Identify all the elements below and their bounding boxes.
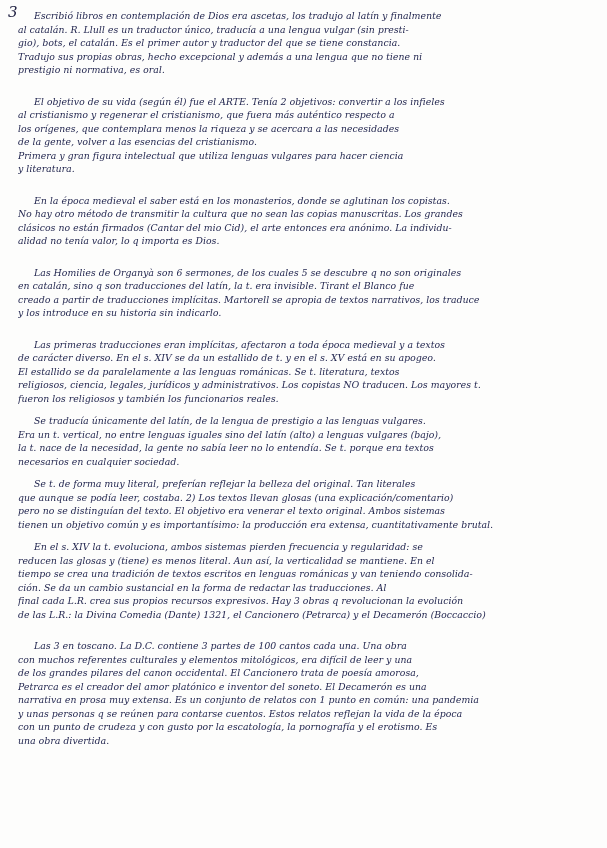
- text-line: y unas personas q se reúnen para contarse cuentos. Estos relatos reflejan la vida de la época: [18, 708, 463, 720]
- paragraph: [18, 267, 598, 321]
- notes-body: [18, 10, 598, 766]
- text-line: ción. Se da un cambio sustancial en la forma de redactar las traducciones. Al: [18, 582, 387, 594]
- text-line: Petrarca es el creador del amor platónico e inventor del soneto. El Decamerón es una: [18, 681, 427, 693]
- text-line: El objetivo de su vida (según él) fue el ARTE. Tenía 2 objetivos: convertir a los infieles: [34, 96, 445, 108]
- text-line: En la época medieval el saber está en los monasterios, donde se aglutinan los copistas.: [34, 195, 450, 207]
- text-line: creado a partir de traducciones implícitas. Martorell se apropia de textos narrativos, los traduce: [18, 294, 480, 306]
- text-line: Escribió libros en contemplación de Dios era ascetas, los tradujo al latín y finalmente: [34, 11, 442, 22]
- text-line: Las 3 en toscano. La D.C. contiene 3 partes de 100 cantos cada una. Una obra: [34, 641, 407, 652]
- text-line: fueron los religiosos y también los funcionarios reales.: [18, 393, 279, 405]
- text-line: con muchos referentes culturales y elementos mitológicos, era difícil de leer y una: [18, 654, 413, 666]
- text-line: alidad no tenía valor, lo q importa es Dios.: [18, 236, 220, 247]
- text-line: clásicos no están firmados (Cantar del mio Cid), el arte entonces era anónimo. La individu-: [18, 222, 452, 234]
- text-line: Las Homilies de Organyà son 6 sermones, de los cuales 5 se descubre q no son originales: [34, 267, 462, 279]
- text-line: Primera y gran figura intelectual que utiliza lenguas vulgares para hacer ciencia: [18, 150, 404, 162]
- text-line: Se traducía únicamente del latín, de la lengua de prestigio a las lenguas vulgares.: [34, 416, 426, 427]
- text-line: que aunque se podía leer, costaba. 2) Los textos llevan glosas (una explicación/comentario): [18, 492, 454, 504]
- text-line: pero no se distinguían del texto. El objetivo era venerar el texto original. Ambos sistemas: [18, 506, 445, 517]
- text-line: al cristianismo y regenerar el cristianismo, que fuera más auténtico respecto a: [18, 110, 395, 121]
- paragraph: [18, 10, 598, 78]
- text-line: de la gente, volver a las esencias del cristianismo.: [18, 137, 257, 148]
- text-line: Las primeras traducciones eran implícitas, afectaron a toda época medieval y a textos: [34, 339, 445, 351]
- text-line: narrativa en prosa muy extensa. Es un conjunto de relatos con 1 punto en común: una pandemia: [18, 695, 479, 706]
- text-line: reducen las glosas y (tiene) es menos literal. Aun así, la verticalidad se mantiene. En el: [18, 555, 435, 567]
- text-line: de las L.R.: la Divina Comedia (Dante) 1321, el Cancionero (Petrarca) y el Decamerón (Boccaccio): [18, 609, 486, 621]
- text-line: Se t. de forma muy literal, preferían reflejar la belleza del original. Tan literales: [34, 479, 416, 490]
- text-line: en catalán, sino q son traducciones del latín, la t. era invisible. Tirant el Blanco fue: [18, 281, 415, 292]
- text-line: tienen un objetivo común y es importantísimo: la producción era extensa, cuantitativamente brutal.: [18, 519, 494, 531]
- paragraph: [18, 541, 598, 622]
- paragraph: [18, 96, 598, 177]
- text-line: gio), bots, el catalán. Es el primer autor y traductor del que se tiene constancia.: [18, 38, 401, 49]
- text-line: los orígenes, que contemplara menos la riqueza y se acercara a las necesidades: [18, 123, 400, 135]
- text-line: No hay otro método de transmitir la cultura que no sean las copias manuscritas. Los grandes: [18, 209, 463, 220]
- paragraph: [18, 415, 598, 469]
- text-line: final cada L.R. crea sus propios recursos expresivos. Hay 3 obras q revolucionan la evolución: [18, 596, 464, 607]
- text-line: de los grandes pilares del canon occidental. El Cancionero trata de poesía amorosa,: [18, 668, 419, 679]
- page-number: 3: [8, 3, 18, 21]
- text-line: prestigio ni normativa, es oral.: [18, 65, 165, 76]
- text-line: El estallido se da paralelamente a las lenguas románicas. Se t. literatura, textos: [18, 366, 400, 378]
- text-line: Era un t. vertical, no entre lenguas iguales sino del latín (alto) a lenguas vulgares (bajo),: [18, 429, 442, 441]
- paragraph: [18, 339, 598, 407]
- text-line: tiempo se crea una tradición de textos escritos en lenguas románicas y van teniendo consolida-: [18, 569, 473, 580]
- paragraph: [18, 195, 598, 249]
- text-line: con un punto de crudeza y con gusto por la escatología, la pornografía y el erotismo. Es: [18, 722, 438, 733]
- text-line: la t. nace de la necesidad, la gente no sabía leer no lo entendía. Se t. porque era textos: [18, 443, 434, 454]
- text-line: y los introduce en su historia sin indicarlo.: [18, 308, 222, 319]
- text-line: una obra divertida.: [18, 735, 110, 747]
- text-line: necesarios en cualquier sociedad.: [18, 456, 180, 468]
- text-line: religiosos, ciencia, legales, jurídicos y administrativos. Los copistas NO traducen. Los mayores t.: [18, 380, 481, 391]
- paragraph: [18, 640, 598, 748]
- text-line: al catalán. R. Llull es un traductor único, traducía a una lengua vulgar (sin presti-: [18, 24, 409, 36]
- text-line: y literatura.: [18, 164, 75, 175]
- text-line: de carácter diverso. En el s. XIV se da un estallido de t. y en el s. XV está en su apogeo.: [18, 353, 436, 364]
- paragraph: [18, 478, 598, 532]
- text-line: En el s. XIV la t. evoluciona, ambos sistemas pierden frecuencia y regularidad: se: [34, 542, 423, 553]
- text-line: Tradujo sus propias obras, hecho excepcional y además a una lengua que no tiene ni: [18, 51, 423, 63]
